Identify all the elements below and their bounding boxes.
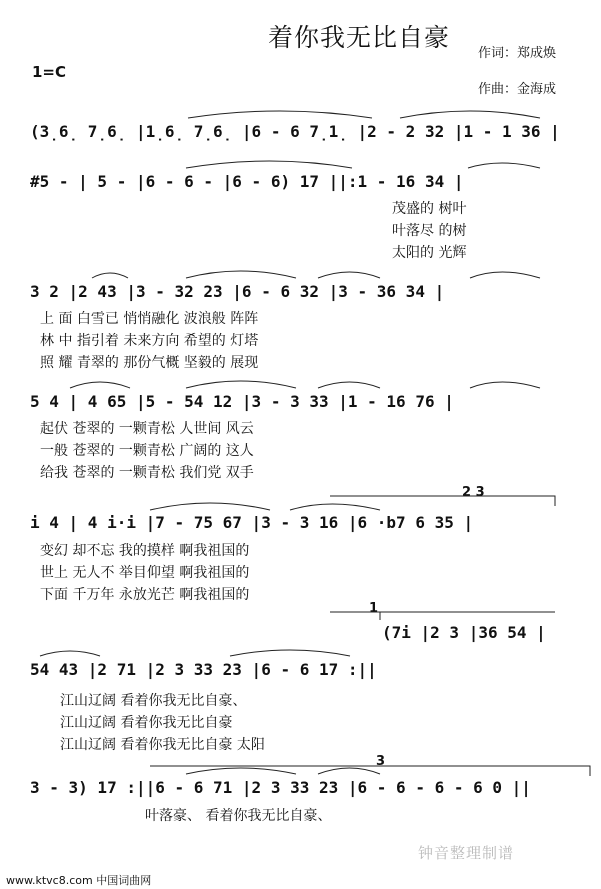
slur-15 (40, 651, 100, 656)
coda-lyric: 叶落豪、 看着你我无比自豪、 (145, 808, 332, 824)
slur-3 (186, 161, 352, 168)
slur-2 (400, 111, 540, 118)
key-signature: 1=C (32, 63, 67, 81)
slur-18 (318, 768, 380, 774)
slur-5 (92, 273, 128, 278)
volta-label-first: 1 (369, 601, 379, 616)
watermark-text: 钟音整理制谱 (418, 844, 515, 862)
notation-line-5: i 4 | 4 i·i |7 - 75 67 |3 - 3 16 |6 ·b7 6 35 | (30, 513, 474, 532)
slur-4 (468, 163, 540, 168)
slur-10 (186, 381, 296, 388)
composer-credit: 作曲：金海成 (478, 82, 557, 97)
verse-2-line-5: 江山辽阔 看着你我无比自豪 (60, 715, 233, 731)
slur-11 (318, 382, 380, 388)
slur-6 (186, 271, 296, 278)
lyricist-credit: 作词：郑成焕 (478, 46, 557, 61)
slur-9 (70, 382, 130, 388)
notation-line-3: 3 2 |2 43 |3 - 32 23 |6 - 6 32 |3 - 36 34 | (30, 282, 445, 301)
notation-line-2: #5 - | 5 - |6 - 6 - |6 - 6) 17 ||:1 - 16 34 | (30, 172, 464, 191)
verse-2-line-4: 世上 无人不 举目仰望 啊我祖国的 (40, 565, 250, 581)
verse-1-line-1: 茂盛的 树叶 (392, 201, 467, 217)
site-footer: www.ktvc8.com 中国词曲网 (6, 874, 152, 887)
slur-12 (470, 382, 540, 388)
verse-1-line-5: 江山辽阔 看着你我无比自豪、 (60, 693, 247, 709)
slur-8 (470, 272, 540, 278)
slur-16 (230, 650, 350, 656)
slur-1 (188, 111, 372, 118)
notation-line-4: 5 4 | 4 65 |5 - 54 12 |3 - 3 33 |1 - 16 76 | (30, 392, 454, 411)
verse-3-line-5: 江山辽阔 看着你我无比自豪 太阳 (60, 737, 265, 753)
notation-line-1: (3̣6̣ 7̣6̣ |1̣6̣ 7̣6̣ |6 - 6 7̣1̣ |2 - 2 32 |1 - 1 36 | (30, 122, 560, 141)
slur-17 (186, 768, 296, 774)
notation-line-8: 3 - 3) 17 :||6 - 6 71 |2 3 33 23 |6 - 6 - 6 - 6 0 || (30, 778, 531, 797)
notation-line-6: (7i |2 3 |36 54 | (382, 623, 546, 642)
slur-14 (290, 504, 380, 510)
verse-1-line-4: 变幻 却不忘 我的摸样 啊我祖国的 (40, 543, 250, 559)
volta-label-second: 2 3 (462, 485, 485, 500)
notation-line-7: 54 43 |2 71 |2 3 33 23 |6 - 6 17 :|| (30, 660, 377, 679)
verse-2-line-1: 叶落尽 的树 (392, 223, 467, 239)
slur-7 (318, 272, 380, 278)
verse-3-line-2: 照 耀 青翠的 那份气概 坚毅的 展现 (40, 355, 259, 371)
verse-1-line-2: 上 面 白雪已 悄悄融化 波浪般 阵阵 (40, 311, 259, 327)
volta-bracket-second (330, 496, 555, 506)
volta-bracket-first (330, 612, 555, 620)
verse-3-line-4: 下面 千万年 永放光芒 啊我祖国的 (40, 587, 250, 603)
slur-13 (150, 503, 270, 510)
verse-2-line-2: 林 中 指引着 未来方向 希望的 灯塔 (40, 333, 259, 349)
verse-3-line-3: 给我 苍翠的 一颗青松 我们党 双手 (40, 465, 254, 481)
verse-3-line-1: 太阳的 光辉 (392, 245, 467, 261)
verse-2-line-3: 一般 苍翠的 一颗青松 广阔的 这人 (40, 443, 254, 459)
song-title: 着你我无比自豪 (268, 23, 451, 52)
verse-1-line-3: 起伏 苍翠的 一颗青松 人世间 风云 (40, 421, 254, 437)
volta-label-third: 3 (376, 754, 386, 769)
